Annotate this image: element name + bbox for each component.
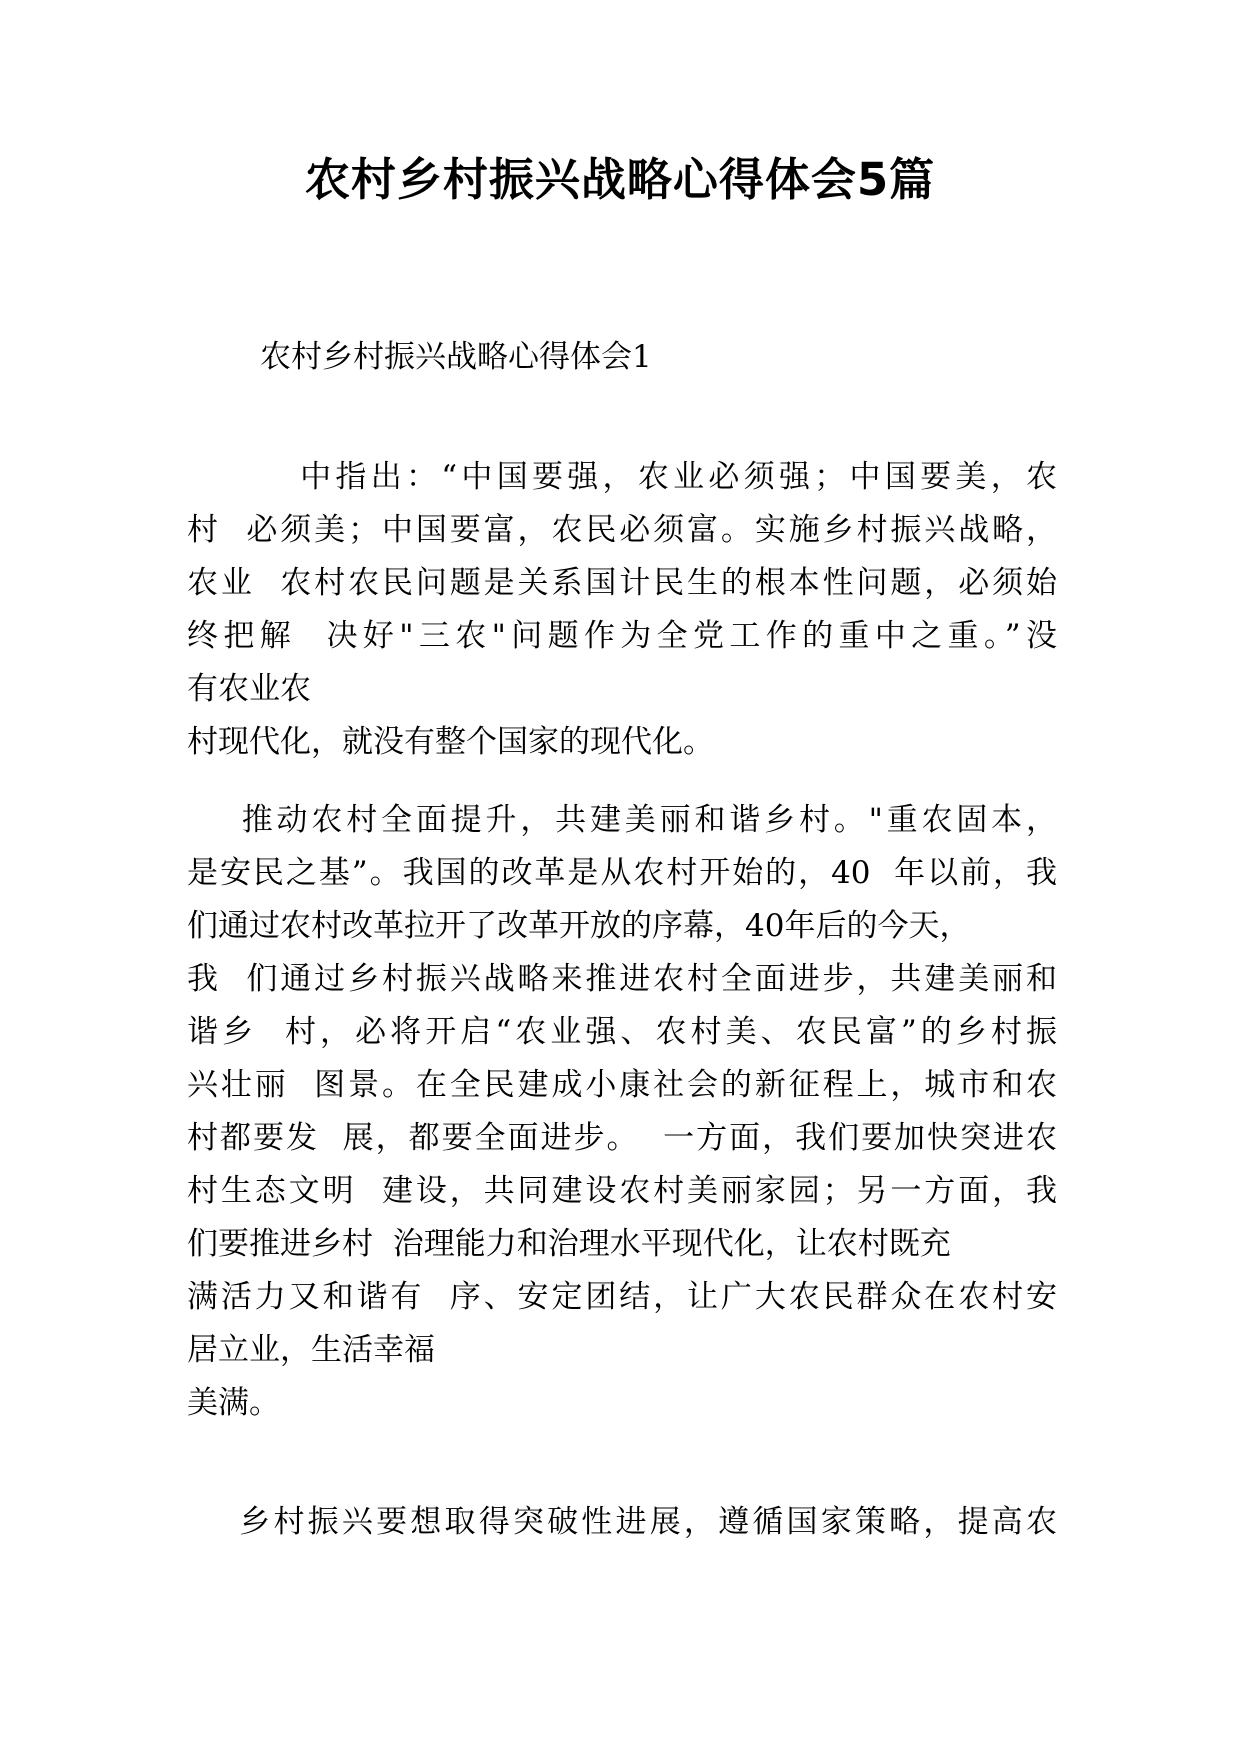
paragraph-2 xyxy=(187,794,1057,1430)
paragraph-3 xyxy=(187,1496,1057,1549)
document-title: 农村乡村振兴战略心得体会5篇 xyxy=(304,153,936,206)
paragraph-line: 推动农村全面提升，共建美丽和谐乡村。"重农固本， xyxy=(187,802,1057,838)
paragraph-1 xyxy=(187,451,1057,769)
paragraph-line: 中指出：“中国要强，农业必须强；中国要美，农 xyxy=(187,459,1057,495)
paragraph-line: 村 必须美；中国要富，农民必须富。实施乡村振兴战略， xyxy=(187,512,1057,548)
paragraph-line: 兴壮丽 图景。在全民建成小康社会的新征程上，城市和农 xyxy=(187,1067,1057,1103)
paragraph-line: 村都要发 展，都要全面进步。 一方面，我们要加快突进农 xyxy=(187,1120,1057,1156)
paragraph-line: 终把解 决好"三农"问题作为全党工作的重中之重。”没 xyxy=(187,618,1057,654)
paragraph-line: 乡村振兴要想取得突破性进展，遵循国家策略，提高农 xyxy=(187,1504,1057,1540)
paragraph-line: 农业 农村农民问题是关系国计民生的根本性问题，必须始 xyxy=(187,565,1057,601)
section-heading: 农村乡村振兴战略心得体会1 xyxy=(260,339,652,375)
paragraph-line: 村生态文明 建设，共同建设农村美丽家园；另一方面，我 xyxy=(187,1173,1057,1209)
paragraph-line: 谐乡 村，必将开启“农业强、农村美、农民富”的乡村振 xyxy=(187,1014,1057,1050)
paragraph-line: 居立业，生活幸福 xyxy=(187,1332,435,1368)
paragraph-line: 村现代化，就没有整个国家的现代化。 xyxy=(187,724,714,760)
paragraph-line: 满活力又和谐有 序、安定团结，让广大农民群众在农村安 xyxy=(187,1279,1057,1315)
paragraph-line: 有农业农 xyxy=(187,671,311,707)
paragraph-line: 们通过农村改革拉开了改革开放的序幕，40年后的今天， xyxy=(187,908,971,944)
paragraph-line: 我 们通过乡村振兴战略来推进农村全面进步，共建美丽和 xyxy=(187,961,1057,997)
paragraph-line: 美满。 xyxy=(187,1385,280,1421)
paragraph-line: 们要推进乡村 治理能力和治理水平现代化，让农村既充 xyxy=(187,1226,951,1262)
paragraph-line: 是安民之基”。我国的改革是从农村开始的，40 年以前，我 xyxy=(187,855,1057,891)
